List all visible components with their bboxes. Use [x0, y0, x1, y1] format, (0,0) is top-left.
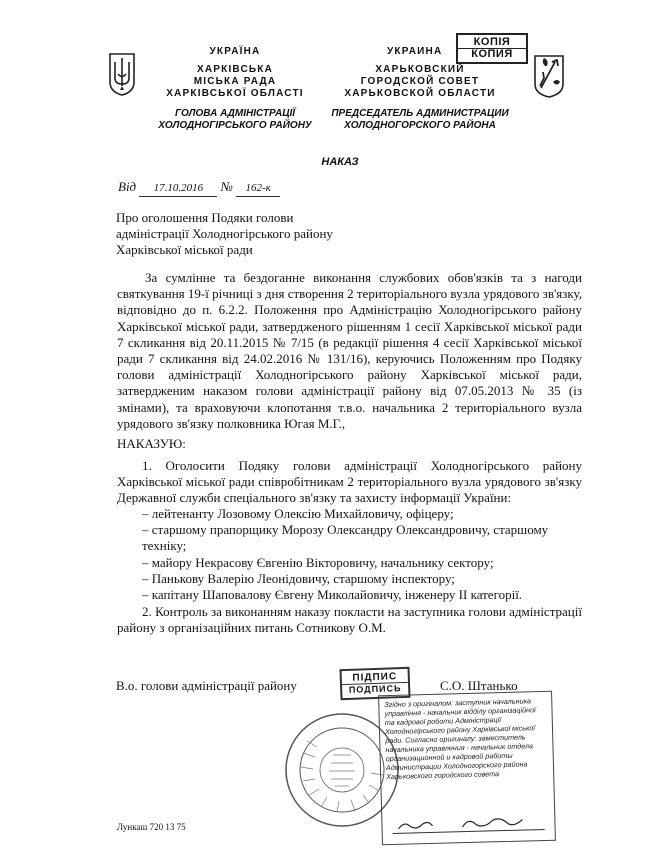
recipients-list: [117, 506, 582, 603]
kharkiv-emblem: [531, 52, 567, 98]
subject-line-1: Про оголошення Подяки голови: [116, 210, 294, 225]
date-number-line: [118, 179, 318, 197]
header-left-council-3: ХАРКІВСЬКОЇ ОБЛАСТІ: [166, 88, 304, 99]
signatory-name: С.О. Штанько: [440, 678, 518, 693]
order-item-2: 2. Контроль за виконанням наказу покласти на заступника голови адміністрації району з організаційних питань Сотникову О.М.: [117, 604, 582, 636]
subject-line-2: адміністрації Холодногірського району: [116, 226, 333, 242]
certification-signature: [392, 813, 544, 834]
header-left: [150, 46, 320, 132]
executor-info: Лункаш 720 13 75: [117, 822, 186, 832]
header-left-position-1: ГОЛОВА АДМІНІСТРАЦІЇ: [174, 108, 296, 119]
copy-stamp-line-2: КОПИЯ: [458, 48, 526, 60]
date-value: 17.10.2016: [139, 180, 217, 197]
header-right-country: УКРАИНА: [387, 46, 443, 57]
list-item: – старшому прапорщику Морозу Олександру Олександровичу, старшому техніку;: [142, 522, 549, 554]
signatory-position: В.о. голови адміністрації району: [116, 678, 297, 693]
header-right-position-1: ПРЕДСЕДАТЕЛЬ АДМИНИСТРАЦИИ: [331, 108, 509, 119]
copy-stamp-line-1: КОПІЯ: [473, 36, 511, 48]
header-left-country: УКРАЇНА: [209, 46, 261, 57]
document-subject: [116, 210, 416, 259]
list-item: – капітану Шаповалову Євгену Миколайовичу, інженеру II категорії.: [142, 587, 523, 603]
header-left-council-2: МІСЬКА РАДА: [193, 76, 277, 87]
header-left-position-2: ХОЛОДНОГІРСЬКОГО РАЙОНУ: [158, 120, 312, 131]
number-label: №: [220, 179, 233, 194]
copy-stamp: [456, 33, 528, 64]
subject-line-3: Харківської міської ради: [116, 242, 253, 258]
order-word: НАКАЗУЮ:: [117, 436, 186, 451]
preamble-paragraph: За сумлінне та бездоганне виконання службових обов'язків та з нагоди святкування 19-ї річниці з дня створення 2 територіального вузла урядового зв'язку, відповідно до п. 6.2.2. Положення про Адміністрацію Холодногірського району Харківської міської ради, затвердженого рішенням 1 сесії Харківської міської ради 7 скликання від 20.11.2015 № 7/15 (в редакції рішення 4 сесії Харківської міської ради 7 скликання від 24.02.2016 № 131/16), керуючись Положенням про Подяку голови адміністрації Холодногірського району Харківської міської ради, затвердженим наказом голови адміністрації району від 07.05.2013 № 35 (із змінами), та враховуючи клопотання т.в.о. начальника 2 територіального вузла урядового зв'язку полковника Югая М.Г.,: [117, 270, 582, 431]
header-right-position-2: ХОЛОДНОГОРСКОГО РАЙОНА: [344, 120, 496, 131]
header-right-council-3: ХАРЬКОВСКОЙ ОБЛАСТИ: [344, 88, 496, 99]
list-item: – майору Некрасову Євгенію Вікторовичу, начальнику сектору;: [142, 554, 494, 570]
number-value: 162-к: [236, 180, 280, 197]
date-label: Від: [118, 179, 137, 194]
signature-stamp-line-2: ПОДПИСЬ: [342, 682, 408, 696]
header-right-council-1: ХАРЬКОВСКИЙ: [375, 64, 465, 75]
trident-emblem: [107, 52, 137, 96]
header-right-council-2: ГОРОДСКОЙ СОВЕТ: [360, 76, 480, 87]
document-type: НАКАЗ: [321, 156, 359, 168]
list-item: – Панькову Валерію Леонідовичу, старшому інспектору;: [142, 570, 455, 586]
certification-stamp: [378, 691, 556, 846]
list-item: – лейтенанту Лозовому Олексію Михайловичу, офіцеру;: [142, 506, 454, 521]
order-item-1: 1. Оголосити Подяку голови адміністрації Холодногірського району Харківської міської ради співробітникам 2 територіального вузла урядового зв'язку Державної служби спеціального зв'язку та захисту інформації України:: [117, 458, 582, 506]
signature-stamp-line-1: ПІДПИС: [352, 671, 398, 684]
certification-text: Згідно з оригіналом: заступник начальника управління - начальник відділу організаційної та кадрової роботи Адміністрації Холодногірського району Харківської міської ради. Согласно оригиналу: заместитель начальника управления - начальник отдела организационной и кадровой работы Администрации Холодногорского района Харьковского городского совета: [384, 696, 536, 782]
header-left-council-1: ХАРКІВСЬКА: [196, 64, 274, 75]
